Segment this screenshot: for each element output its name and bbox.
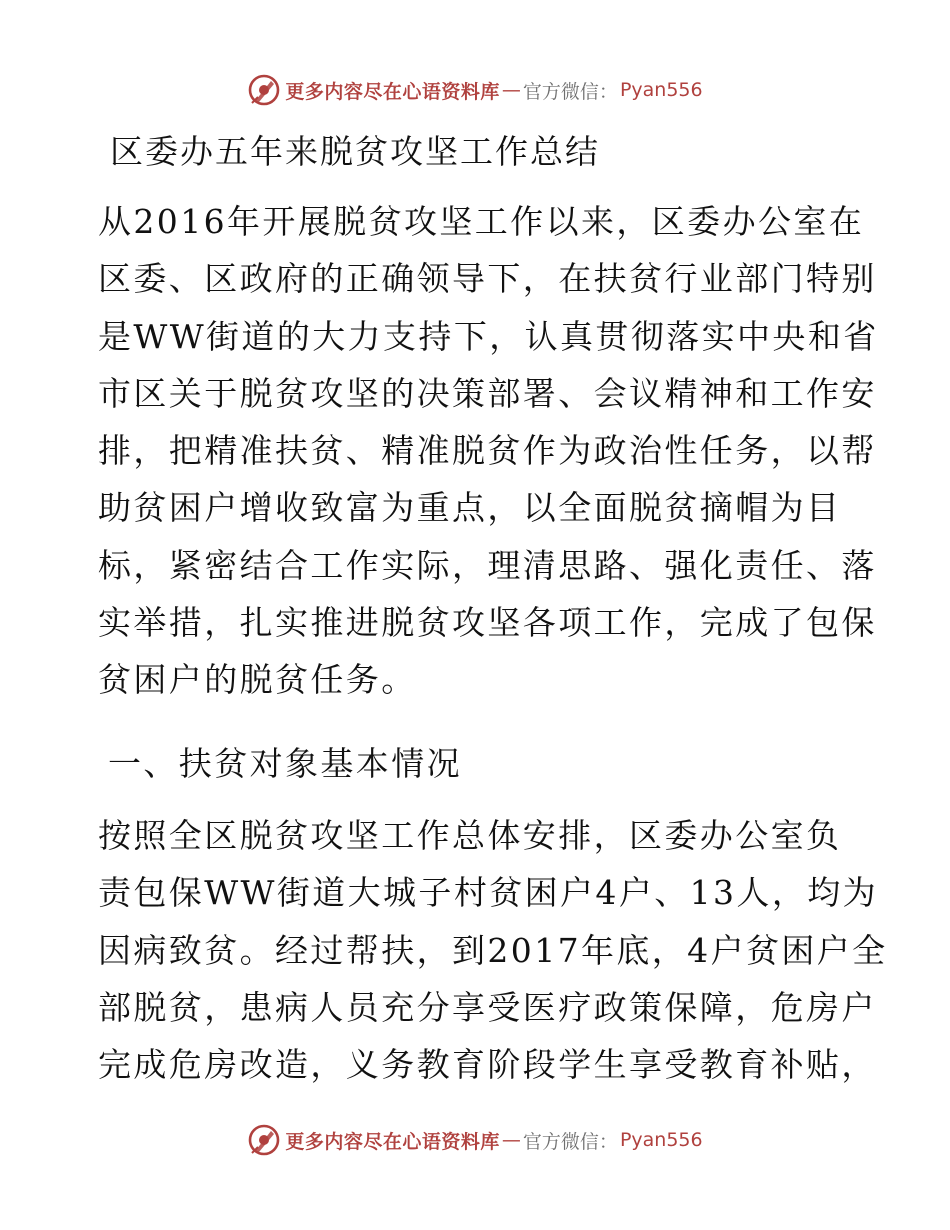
document-title: 区委办五年来脱贫攻坚工作总结 — [110, 132, 600, 171]
paragraph-line: 贫困户的脱贫任务。 — [98, 660, 417, 700]
section-heading: 一、扶贫对象基本情况 — [108, 744, 462, 783]
quill-logo-icon — [247, 1123, 281, 1157]
watermark-wechat-label: 官方微信： — [522, 80, 618, 103]
watermark-dash: — — [501, 79, 521, 101]
watermark-banner-top — [0, 70, 950, 110]
paragraph-line: 按照全区脱贫攻坚工作总体安排，区委办公室负 — [98, 816, 842, 855]
paragraph-line: 从2016年开展脱贫攻坚工作以来，区委办公室在 — [98, 202, 865, 241]
watermark-wechat-id: Pyan556 — [619, 79, 703, 101]
paragraph-line: 标，紧密结合工作实际，理清思路、强化责任、落 — [98, 545, 877, 585]
watermark-dash: — — [501, 1129, 521, 1151]
quill-logo-icon — [247, 73, 281, 107]
paragraph-line: 助贫困户增收致富为重点，以全面脱贫摘帽为目 — [98, 488, 842, 528]
paragraph-line: 是WW街道的大力支持下，认真贯彻落实中央和省 — [98, 316, 879, 356]
paragraph-line: 责包保WW街道大城子村贫困户4户、13人，均为 — [98, 873, 879, 913]
paragraph-line: 区委、区政府的正确领导下，在扶贫行业部门特别 — [98, 259, 877, 299]
paragraph-line: 因病致贫。经过帮扶，到2017年底，4户贫困户全 — [98, 930, 888, 970]
paragraph-basic-situation — [98, 807, 888, 1093]
paragraph-line: 实举措，扎实推进脱贫攻坚各项工作，完成了包保 — [98, 603, 877, 643]
paragraph-line: 市区关于脱贫攻坚的决策部署、会议精神和工作安 — [98, 373, 877, 413]
watermark-wechat-label: 官方微信： — [522, 1130, 618, 1153]
watermark-promo-text: 更多内容尽在心语资料库 — [285, 1130, 500, 1153]
watermark-wechat-id: Pyan556 — [619, 1129, 703, 1151]
watermark-promo-text: 更多内容尽在心语资料库 — [285, 80, 500, 103]
paragraph-line: 部脱贫，患病人员充分享受医疗政策保障，危房户 — [98, 987, 877, 1027]
paragraph-line: 排，把精准扶贫、精准脱贫作为政治性任务，以帮 — [98, 431, 877, 471]
watermark-banner-bottom — [0, 1120, 950, 1160]
paragraph-intro — [98, 193, 879, 709]
paragraph-line: 完成危房改造，义务教育阶段学生享受教育补贴， — [98, 1045, 877, 1085]
